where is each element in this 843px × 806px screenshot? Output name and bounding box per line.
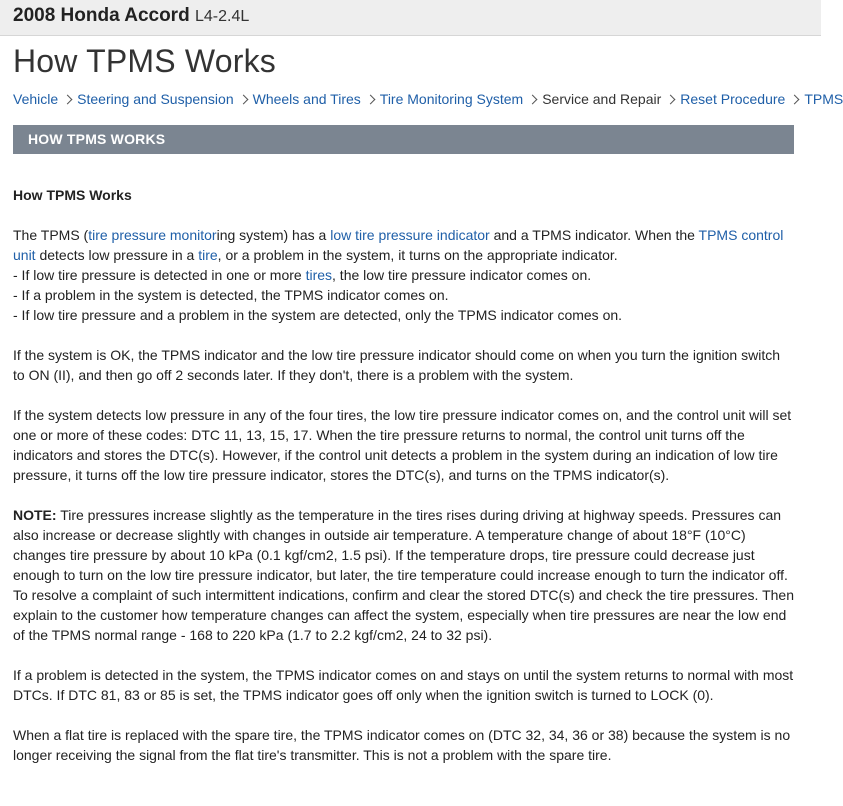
note-paragraph bbox=[13, 505, 794, 645]
intro-text-4: detects low pressure in a bbox=[35, 247, 199, 263]
vehicle-header-bar bbox=[0, 0, 821, 36]
list-item-text: - If low tire pressure is detected in one or more bbox=[13, 267, 306, 283]
breadcrumb-tire-monitoring-system[interactable]: Tire Monitoring System bbox=[379, 91, 524, 107]
intro-paragraph bbox=[13, 225, 794, 265]
chevron-right-icon bbox=[666, 94, 676, 104]
breadcrumb-wheels-and-tires[interactable]: Wheels and Tires bbox=[252, 91, 361, 107]
section-header-bar: HOW TPMS WORKS bbox=[13, 125, 794, 154]
intro-text-1: The TPMS ( bbox=[13, 227, 89, 243]
list-item: - If a problem in the system is detected, the TPMS indicator comes on. bbox=[13, 287, 449, 303]
breadcrumb-tpms[interactable]: TPMS bbox=[804, 91, 843, 107]
breadcrumb bbox=[13, 91, 843, 111]
link-tire-pressure-monitor[interactable]: tire pressure monitor bbox=[88, 227, 217, 243]
note-label: NOTE: bbox=[13, 507, 57, 523]
low-pressure-paragraph: If the system detects low pressure in any of the four tires, the low tire pressure indicator comes on, and the control unit will set one or more of these codes: DTC 11, 13, 15, 17. When the tire pressure returns to normal, the control unit turns off the indicators and stores the DTC(s). However, if the control unit detects a problem in the system during an indication of low tire pressure, it turns off the low tire pressure indicator, stores the DTC(s), and turns on the TPMS indicator(s). bbox=[13, 407, 792, 483]
article-heading: How TPMS Works bbox=[13, 187, 132, 203]
note-text: Tire pressures increase slightly as the temperature in the tires rises during driving at highway speeds. Pressures can also increase or decrease slightly with changes in outside air temperature. A temperature change of about 18°F (10°C) changes tire pressure by about 10 kPa (0.1 kgf/cm2, 1.5 psi). If the temperature drops, tire pressure could decrease just enough to turn on the low tire pressure indicator, but later, the tire temperature could increase enough to turn the indicator off. To resolve a complaint of such intermittent indications, confirm and clear the stored DTC(s) and check the tire pressures. Then explain to the customer how temperature changes can affect the system, especially when tire pressures are near the low end of the TPMS normal range - 168 to 220 kPa (1.7 to 2.2 kgf/cm2, 24 to 32 psi). bbox=[13, 507, 794, 643]
intro-text-3: and a TPMS indicator. When the bbox=[489, 227, 699, 243]
vehicle-name: 2008 Honda Accord bbox=[13, 5, 190, 26]
spare-tire-paragraph: When a flat tire is replaced with the spare tire, the TPMS indicator comes on (DTC 32, 34, 36 or 38) because the system is no longer receiving the signal from the flat tire's transmitter. This is not a problem with the spare tire. bbox=[13, 727, 791, 763]
vehicle-engine: L4-2.4L bbox=[194, 8, 250, 25]
breadcrumb-service-and-repair: Service and Repair bbox=[542, 91, 662, 107]
chevron-right-icon bbox=[63, 94, 73, 104]
list-item: - If low tire pressure and a problem in the system are detected, only the TPMS indicator comes on. bbox=[13, 307, 623, 323]
indicator-conditions-list bbox=[13, 265, 794, 325]
link-tires[interactable]: tires bbox=[305, 267, 333, 283]
breadcrumb-vehicle[interactable]: Vehicle bbox=[13, 91, 59, 107]
intro-text-2: ing system) has a bbox=[216, 227, 331, 243]
link-low-tire-pressure-indicator[interactable]: low tire pressure indicator bbox=[330, 227, 490, 243]
system-ok-paragraph: If the system is OK, the TPMS indicator and the low tire pressure indicator should come on when you turn the ignition switch to ON (II), and then go off 2 seconds later. If they don't, there is a problem with the system. bbox=[13, 347, 781, 383]
link-tire[interactable]: tire bbox=[198, 247, 218, 263]
link-tpms-control-unit[interactable]: TPMS control unit bbox=[13, 227, 784, 263]
chevron-right-icon bbox=[790, 94, 800, 104]
breadcrumb-reset-procedure[interactable]: Reset Procedure bbox=[680, 91, 786, 107]
page-title: How TPMS Works bbox=[13, 43, 276, 79]
vehicle-title bbox=[13, 5, 249, 27]
breadcrumb-steering-and-suspension[interactable]: Steering and Suspension bbox=[77, 91, 234, 107]
chevron-right-icon bbox=[528, 94, 538, 104]
chevron-right-icon bbox=[365, 94, 375, 104]
intro-text-5: , or a problem in the system, it turns on the appropriate indicator. bbox=[217, 247, 618, 263]
problem-detected-paragraph: If a problem is detected in the system, the TPMS indicator comes on and stays on until the system returns to normal with most DTCs. If DTC 81, 83 or 85 is set, the TPMS indicator goes off only when the ignition switch is turned to LOCK (0). bbox=[13, 667, 794, 703]
article-content bbox=[13, 185, 794, 785]
chevron-right-icon bbox=[238, 94, 248, 104]
list-item-text: , the low tire pressure indicator comes on. bbox=[332, 267, 592, 283]
list-item bbox=[13, 265, 794, 285]
